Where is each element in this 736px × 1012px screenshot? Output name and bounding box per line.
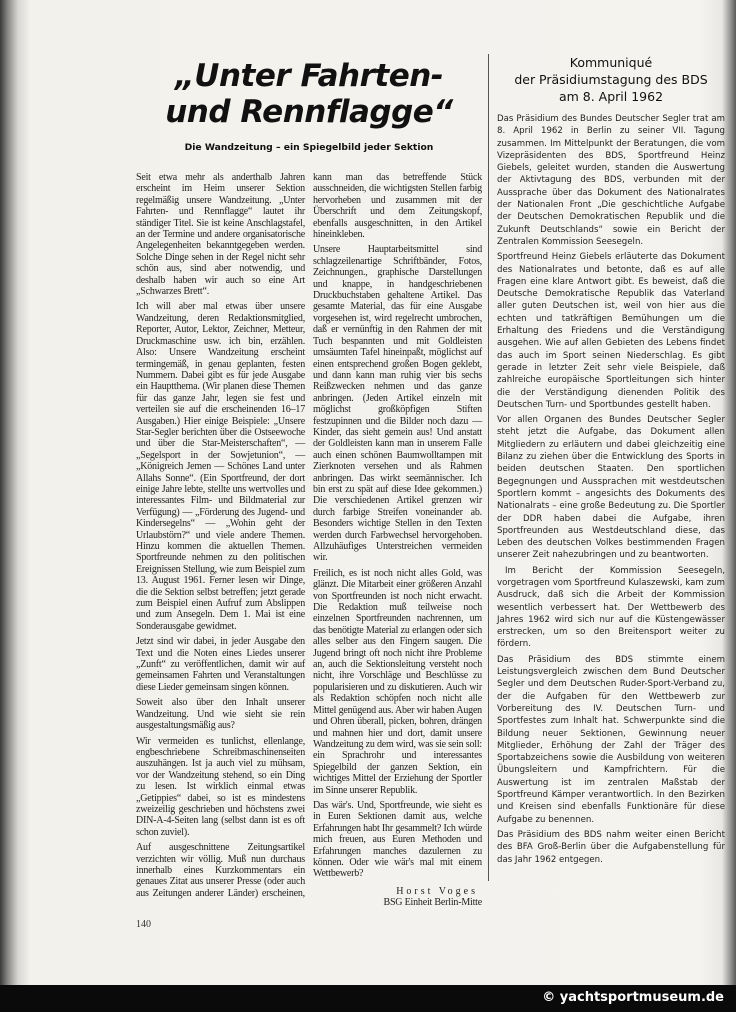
author-club: BSG Einheit Berlin-Mitte xyxy=(383,897,482,909)
article-paragraph: Ich will aber mal etwas über unsere Wandzeitung, deren Redaktionsmitglied, Reporter, Autor, Lektor, Zeichner, Metteur, Druckmaschine usw. ich bin, erzählen. Also: Unsere Wandzeitung erscheint termingemäß, in genau geplanten, festen Nummern. Dabei gibt es für jede Ausgabe ein Hauptthema. (Wir planen diese Themen für das ganze Jahr, legen sie fest und verteilen sie auf die erscheinenden 16–17 Ausgaben.) Hier einige Beispiele: „Unsere Star-Segler berichten über die Ostseewoche und über die Star-Meisterschaften“, — „Segelsport in der Sowjetunion“, — „Königreich Jemen — Schönes Land unter Allahs Sonne“. (Ein Sportfreund, der dort einige Jahre lebte, stellte uns wertvolles und interessantes Film- und Bildmaterial zur Verfügung) — „Förderung des Jugend- und Kindersegelns“ — „Wohin geht der Urlaubstörn?“ und viele andere Themen. Hinzu kommen die aktuellen Themen. Sportfreunde nehmen zu den politischen Ereignissen Stellung, wie zum Beispiel zum 13. August 1961. Ferner lesen wir Dinge, die die Sektion selbst betreffen; jetzt gerade zum Beispiel einen Aufruf zum Abslippen und zum Ansegeln. Dem 1. Mai ist eine Sonderausgabe gewidmet. xyxy=(136,301,305,632)
kommunique-heading-line-3: am 8. April 1962 xyxy=(558,89,664,104)
kommunique-paragraph: Sportfreund Heinz Giebels erläuterte das Dokument des Nationalrates und betonte, daß es auf alle Fragen eine klare Antwort gibt. Es beweist, daß die Deutsche Demokratische Republik das Vaterland aller guten Deutschen ist, weil von hier aus die echten und tatkräftigen Bemühungen um die Erhaltung des Friedens und die Verständigung ausgehen. Wie auf allen Gebieten des Lebens findet das auch im Sport seinen Niederschlag. Es gibt gerade in letzter Zeit sehr viele Beispiele, daß zahlreiche europäische Sportleitungen sich hinter die der Verständigung dienenden Politik des Deutschen Turn- und Sportbundes gestellt haben. xyxy=(497,252,725,410)
article-title xyxy=(136,58,482,130)
kommunique-heading-line-1: Kommuniqué xyxy=(569,55,653,70)
author-name: Horst Voges xyxy=(396,885,478,897)
kommunique-paragraph: Vor allen Organen des Bundes Deutscher Segler steht jetzt die Aufgabe, das Dokument allen Mitgliedern zu erläutern und dabei gleichzeitig eine Bilanz zu ziehen über die Entwicklung des Sports in beiden deutschen Staaten. Den sportlichen Begegnungen und Aussprachen mit westdeutschen Sportlern kommt – angesichts des Dokuments des Nationalrats – eine große Bedeutung zu. Die Sportler der DDR haben dabei die Aufgabe, ihren Sportfreunden aus Westdeutschland diese, das Leben des deutschen Volkes bestimmenden Fragen unserer Zeit nahezubringen und zu beantworten. xyxy=(497,415,725,561)
kommunique-section xyxy=(488,54,725,881)
article-paragraph: Unsere Hauptarbeitsmittel sind schlagzeilenartige Schriftbänder, Fotos, Zeichnungen., graphische Darstellungen und knappe, in handgeschriebenen Druckbuchstaben gehaltene Artikel. Das gesamte Material, das für eine Ausgabe vorgesehen ist, wird regelrecht umbrochen, daß er vernünftig in den Rahmen der mit Tuch bespannten und mit Goldleisten umsäumten Tafel hineinpaßt, möglichst auf einen entsprechend großen Bogen geklebt, und dann kann man ruhig vier bis sechs Reißzwecken nehmen und das ganze anbringen. (Jeden Artikel einzeln mit möglichst großköpfigen Stiften festzupinnen und die Bilder noch dazu — Kinder, das sieht gemein aus! Und anstatt der Goldleisten kann man in unserem Falle auch einen schönen Baumwolltampen mit Zierknoten versehen und als Rahmen anbringen. Das wirkt seemännischer. Ich bin erst zu spät auf diese Idee gekommen.) Die verschiedenen Artikel grenzen wir durch farbige Streifen voneinander ab. Besonders wichtige Stellen in den Texten werden durch Farbwechsel hervorgehoben. Allzuhäufiges Unterstreichen vermeiden wir. xyxy=(313,244,482,564)
kommunique-paragraph: Das Präsidium des Bundes Deutscher Segler trat am 8. April 1962 in Berlin zu seiner VII. Tagung zusammen. Im Mittelpunkt der Beratungen, die vom Vizepräsidenten des BDS, Sportfreund Heinz Giebels, geleitet wurden, standen die Auswertung der Aktivtagung des BDS, verbunden mit der Aussprache über das Dokument des Nationalrates der Nationalen Front „Die geschichtliche Aufgabe der Deutschen Demokratischen Republik und die Zukunft Deutschlands“ sowie ein Bericht der Zentralen Kommission Seesegeln. xyxy=(497,114,725,247)
article-signature xyxy=(313,886,482,909)
kommunique-body xyxy=(497,113,725,866)
article-body xyxy=(136,172,482,909)
kommunique-paragraph: Das Präsidium des BDS stimmte einem Leistungsvergleich zwischen dem Bund Deutscher Segler und dem Deutschen Ruder-Sport-Verband zu, der die Aufgaben für den Wettbewerb zur Vorbereitung des IV. Deutschen Turn- und Sportfestes zum Inhalt hat. Schwerpunkte sind die Bildung neuer Sektionen, Gewinnung neuer Mitglieder, Erhöhung der Zahl der Träger des Sportabzeichens sowie die Ausbildung von weiteren Übungsleitern und Kampfrichtern. Für die Auswertung ist im zentralen Maßstab der Sportfreund Kämper verantwortlich. In den Bezirken und Kreisen sind ebenfalls Funktionäre für diese Aufgabe zu benennen. xyxy=(497,654,725,825)
kommunique-paragraph: Das Präsidium des BDS nahm weiter einen Bericht des BFA Groß-Berlin über die Aufgabenstellung für das Jahr 1962 entgegen. xyxy=(497,829,725,865)
article-paragraph: Auf ausgeschnittene Zeitungsartikel verzichten wir völlig. Muß nun durchaus innerhalb eines Kurzkommentars ein genaues Zitat aus unserer Presse (oder auch aus Zeitungen anderer Länder) erscheinen, kann man das betreffende Stück ausschneiden, die wichtigsten Stellen farbig hervorheben und zusammen mit der Überschrift und dem Zeitungskopf, ebenfalls ausgeschnitten, in den Artikel hineinkleben. xyxy=(136,172,482,899)
article-title-line-1: „Unter Fahrten- xyxy=(174,58,444,94)
watermark-text: © yachtsportmuseum.de xyxy=(542,990,724,1005)
article-subtitle: Die Wandzeitung – ein Spiegelbild jeder Sektion xyxy=(184,142,434,153)
kommunique-heading xyxy=(497,54,725,105)
article-paragraph: Jetzt sind wir dabei, in jeder Ausgabe den Text und die Noten eines Liedes unserer „Zunft“ zu veröffentlichen, damit wir auf gemeinsamen Fahrten und Veranstaltungen diese Lieder gemeinsam singen können. xyxy=(136,636,305,693)
watermark-bar xyxy=(0,985,736,1012)
article-section xyxy=(136,54,482,931)
article-paragraph: Freilich, es ist noch nicht alles Gold, was glänzt. Die Mitarbeit einer größeren Anzahl von Sportfreunden ist noch nicht erwacht. Die Redaktion muß teilweise noch einzelnen Sportfreunden nachrennen, um das benötigte Material zu erlangen oder sich alles selber aus den Fingern saugen. Die Jugend bringt oft noch nicht ihre Probleme an, auch die Sektionsleitung versteht noch nicht, ihre Vorschläge und Beschlüsse zu popularisieren und zu diskutieren. Auch wir als Redaktion schöpfen noch nicht alle Mittel genügend aus. Aber wir haben Augen und Ohren überall, picken, bohren, drängen und mahnen hier und dort, damit unsere Wandzeitung zu dem wird, was sie sein soll: ein Sprachrohr und interessantes Spiegelbild der ganzen Sektion, ein wichtiges Mittel der Erziehung der Sportler im Sinne unserer Republik. xyxy=(313,567,482,796)
article-paragraph: Das wär's. Und, Sportfreunde, wie sieht es in Euren Sektionen damit aus, welche Erfahrungen habt Ihr gesammelt? Ich würde mich freuen, aus Euren Methoden und Erfahrungen manches dazulernen zu können. Oder wie wär's mal mit einem Wettbewerb? xyxy=(313,799,482,880)
bottom-spacer xyxy=(0,931,736,943)
kommunique-paragraph: Im Bericht der Kommission Seesegeln, vorgetragen vom Sportfreund Kulaszewski, kam zum Ausdruck, daß sich die Arbeit der Kommission wesentlich verbessert hat. Der Wettbewerb des Jahres 1962 wird sich nur auf die Küstengewässer erstrecken, um so den Breitensport weiter zu fördern. xyxy=(497,565,725,650)
kommunique-heading-line-2: der Präsidiumstagung des BDS xyxy=(514,72,708,87)
article-paragraph: Seit etwa mehr als anderthalb Jahren erscheint im Heim unserer Sektion regelmäßig unsere Wandzeitung. „Unter Fahrten- und Rennflagge“ lautet ihr ständiger Titel. Sie ist keine Anschlagstafel, an der Termine und andere organisatorische Angelegenheiten bekanntgegeben werden. Solche Dinge sehen in der Regel nicht sehr schön aus, sind aber notwendig, und deshalb haben wir auch so eine Art „Schwarzes Brett“. xyxy=(136,172,305,298)
article-paragraph: Soweit also über den Inhalt unserer Wandzeitung. Und wie sieht sie rein ausgestaltungsmäßig aus? xyxy=(136,697,305,732)
article-title-line-2: und Rennflagge“ xyxy=(165,94,453,130)
page-number: 140 xyxy=(136,918,151,930)
article-paragraph: Wir vermeiden es tunlichst, ellenlange, engbeschriebene Schreibmaschinenseiten auszuhängen. Ist ja auch viel zu mühsam, vor der Wandzeitung stehend, so ein Ding zu lesen. Ist wirklich einmal etwas „Getippies“ dabei, so ist es mindestens zweizeilig geschrieben und höchstens zwei DIN-A-4-Seiten lang (selbst dann ist es oft schon zuviel). xyxy=(136,735,305,838)
